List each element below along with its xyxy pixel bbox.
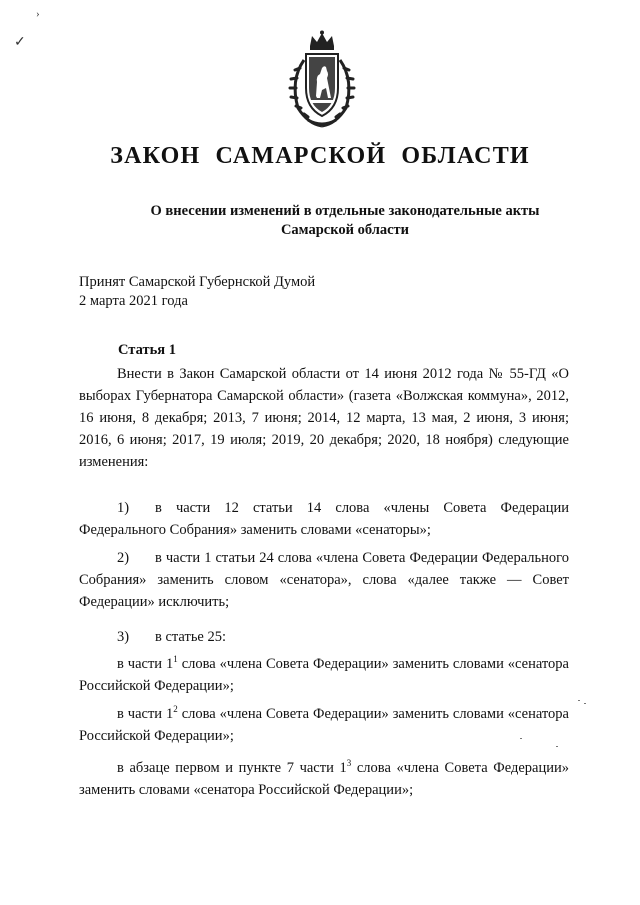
list-item (79, 626, 569, 648)
coat-of-arms-icon (282, 30, 362, 130)
article-intro-text: Внести в Закон Самарской области от 14 июня 2012 года № 55-ГД «О выборах Губернатора Самарской области» (газета «Волжская коммуна», 2012, 16 июня, 8 декабря; 2013, 7 июня; 2014, 12 марта, 13 мая, 2 июня, 3 июня; 2016, 6 июня; 2017, 19 июля; 2019, 20 декабря; 2020, 18 ноября) следующие изменения: (79, 366, 569, 470)
list-item-text: в части 12 статьи 14 слова «члены Совета Федерации Федерального Собрания» заменить словами «сенаторы»; (79, 500, 569, 538)
scan-speck (520, 738, 522, 739)
sub-item-text: слова «члена Совета Федерации» заменить словами «сенатора Российской Федерации»; (79, 760, 569, 798)
subtitle-line: Самарской области (280, 222, 410, 238)
check-mark: ✓ (14, 35, 26, 50)
list-item-number: 2) (117, 550, 130, 566)
superscript: 2 (173, 704, 178, 715)
adoption-block (79, 273, 315, 311)
scan-speck (578, 700, 580, 701)
subtitle-line: О внесении изменений в отдельные законодательные акты (150, 203, 540, 219)
list-item-text: в части 1 статьи 24 слова «члена Совета Федерации Федерального Собрания» заменить словом «сенатора», слова «далее также — Совет Федерации» исключить; (79, 550, 569, 610)
list-item-number: 3) (117, 629, 130, 645)
scan-speck (556, 746, 558, 747)
list-item-number: 1) (117, 500, 130, 516)
sub-item (79, 653, 569, 697)
law-subtitle (95, 202, 595, 240)
sub-item (79, 757, 569, 801)
sub-item-text: слова «члена Совета Федерации» заменить словами «сенатора Российской Федерации»; (79, 706, 569, 744)
scan-speck (584, 703, 586, 704)
list-item (79, 547, 569, 613)
sub-item-lead: в абзаце первом и пункте 7 части 1 (117, 760, 347, 776)
adoption-body: Принят Самарской Губернской Думой (79, 274, 316, 290)
article-intro (79, 363, 569, 473)
scan-mark: › (36, 8, 40, 20)
sub-item-lead: в части 1 (117, 656, 174, 672)
list-item (79, 497, 569, 541)
adoption-date: 2 марта 2021 года (79, 293, 188, 309)
superscript: 1 (173, 654, 178, 665)
sub-item (79, 703, 569, 747)
article-heading: Статья 1 (118, 342, 176, 358)
sub-item-text: слова «члена Совета Федерации» заменить словами «сенатора Российской Федерации»; (79, 656, 569, 694)
list-item-text: в статье 25: (155, 629, 227, 645)
sub-item-lead: в части 1 (117, 706, 174, 722)
law-title: ЗАКОН САМАРСКОЙ ОБЛАСТИ (110, 143, 530, 169)
superscript: 3 (346, 758, 352, 769)
